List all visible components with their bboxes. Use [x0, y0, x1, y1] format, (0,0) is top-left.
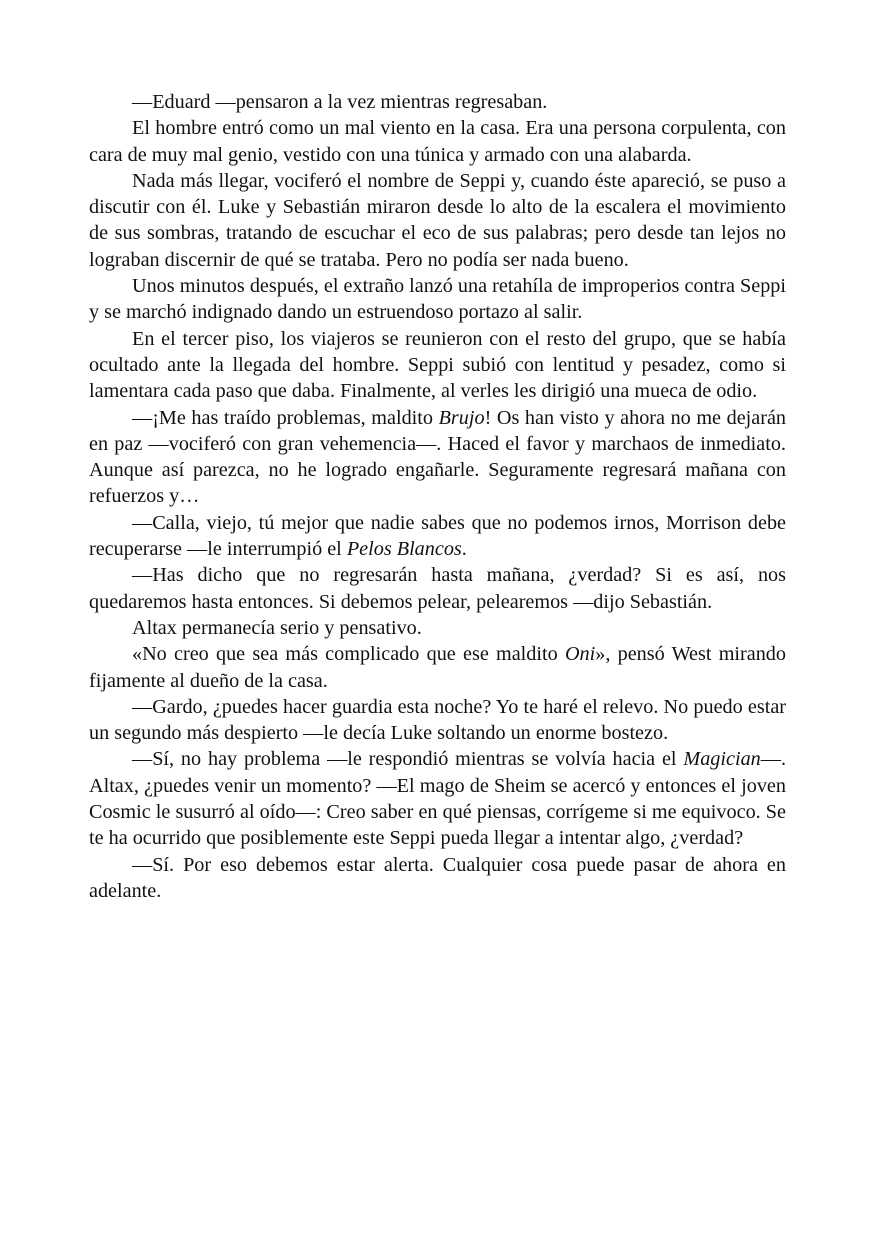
- paragraph-text: —Sí. Por eso debemos estar alerta. Cualquier cosa puede pasar de ahora en adelante.: [89, 853, 786, 902]
- body-paragraph: [89, 168, 786, 273]
- italic-text: Pelos Blancos: [346, 538, 462, 561]
- page-body: [89, 89, 786, 904]
- italic-text: Oni: [564, 643, 596, 666]
- italic-text: Magician: [683, 748, 761, 771]
- body-paragraph: [89, 326, 786, 405]
- paragraph-text: El hombre entró como un mal viento en la casa. Era una persona corpulenta, con cara de muy mal genio, vestido con una túnica y armado con una alabarda.: [89, 117, 786, 166]
- paragraph-text: ! Os han visto y ahora no me dejarán en paz —vociferó con gran vehemencia—. Haced el favor y marchaos de inmediato. Aunque así parezca, no he logrado engañarle. Seguramente regresará mañana con refuerzos y…: [89, 406, 786, 508]
- body-paragraph: [89, 562, 786, 615]
- body-paragraph: [89, 405, 786, 510]
- body-paragraph: [89, 694, 786, 747]
- body-paragraph: [89, 615, 786, 641]
- paragraph-text: —Eduard —pensaron a la vez mientras regresaban.: [132, 91, 548, 113]
- paragraph-text: .: [461, 538, 467, 561]
- paragraph-text: Altax permanecía serio y pensativo.: [132, 616, 422, 639]
- italic-text: Brujo: [438, 406, 485, 429]
- paragraph-text: —Gardo, ¿puedes hacer guardia esta noche? Yo te haré el relevo. No puedo estar un segundo más despierto —le decía Luke soltando un enorme bostezo.: [89, 695, 786, 745]
- paragraph-text: En el tercer piso, los viajeros se reunieron con el resto del grupo, que se había ocultado ante la llegada del hombre. Seppi subió con lentitud y pesadez, como si lamentara cada paso que daba. Finalmente, al verles les dirigió una mueca de odio.: [89, 327, 786, 403]
- paragraph-text: —Has dicho que no regresarán hasta mañana, ¿verdad? Si es así, nos quedaremos hasta entonces. Si debemos pelear, pelearemos —dijo Sebastián.: [89, 564, 786, 613]
- paragraph-text: Nada más llegar, vociferó el nombre de Seppi y, cuando éste apareció, se puso a discutir con él. Luke y Sebastián miraron desde lo alto de la escalera el movimiento de sus sombras, tratando de escuchar el eco de sus palabras; pero desde tan lejos no lograban discernir de qué se trataba. Pero no podía ser nada bueno.: [89, 169, 786, 271]
- paragraph-text: «No creo que sea más complicado que ese maldito: [132, 643, 565, 666]
- paragraph-text: —Sí, no hay problema —le respondió mientras se volvía hacia el: [132, 748, 684, 771]
- body-paragraph: [89, 852, 786, 905]
- body-paragraph: [89, 89, 786, 115]
- paragraph-text: Unos minutos después, el extraño lanzó una retahíla de improperios contra Seppi y se marchó indignado dando un estruendoso portazo al salir.: [89, 275, 786, 324]
- paragraph-text: —. Altax, ¿puedes venir un momento? —El mago de Sheim se acercó y entonces el joven Cosmic le susurró al oído—: Creo saber en qué piensas, corrígeme si me equivoco. Se te ha ocurrido que posiblemente este Seppi pueda llegar a intentar algo, ¿verdad?: [89, 748, 786, 850]
- body-paragraph: [89, 510, 786, 563]
- paragraph-text: —¡Me has traído problemas, maldito: [132, 406, 439, 429]
- body-paragraph: [89, 746, 786, 851]
- paragraph-text: », pensó West mirando fijamente al dueño de la casa.: [89, 643, 786, 692]
- body-paragraph: [89, 273, 786, 326]
- body-paragraph: [89, 115, 786, 168]
- paragraph-text: —Calla, viejo, tú mejor que nadie sabes que no podemos irnos, Morrison debe recuperarse —le interrumpió el: [89, 511, 786, 561]
- body-paragraph: [89, 641, 786, 694]
